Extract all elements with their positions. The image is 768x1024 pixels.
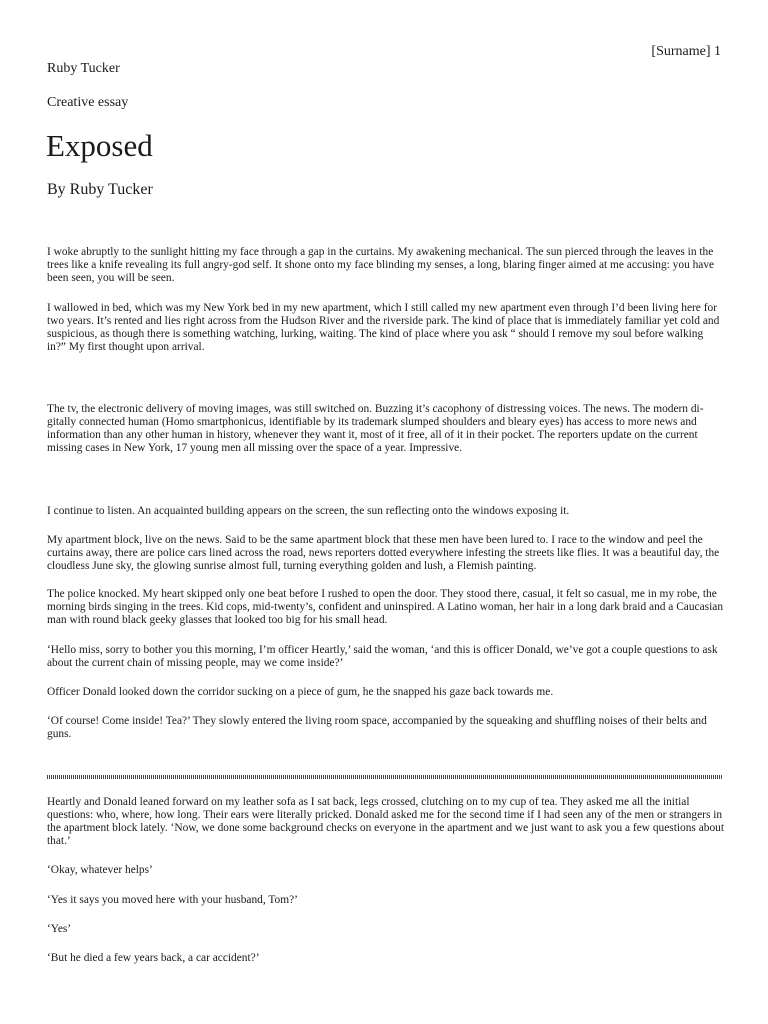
paragraph: ‘Hello miss, sorry to bother you this morning, I’m officer Heartly,’ said the woman, ‘and this is officer Donald, we’ve got a couple questions to ask about the current chain of missing people, may we come inside?’: [47, 644, 718, 669]
essay-title: Exposed: [46, 128, 153, 163]
paragraph: I continue to listen. An acquainted building appears on the screen, the sun reflecting onto the windows exposing it.: [47, 505, 570, 517]
paragraph: I wallowed in bed, which was my New York bed in my new apartment, which I still called my new apartment even through I’d been living here for two years. It’s rented and lies right across from the Hudson River and the riverside park. The kind of place that is immediately familiar yet cold and suspicious, as though there is something watching, lurking, waiting. The kind of place where you ask “ should I remove my soul before walking in?” My first thought upon arrival.: [47, 302, 720, 353]
paragraph: The tv, the electronic delivery of moving images, was still switched on. Buzzing it’s cacophony of distressing voices. The news. The modern di-gitally connected human (Homo smartphonicus, identifiable by its trademark slumped shoulders and bleary eyes) has access to more news and information than any other human in history, whenever they want it, most of it free, all of it in their pocket. The reporters update on the current missing cases in New York, 17 young men all missing over the space of a year. Impressive.: [47, 403, 704, 454]
paragraph: ‘Yes it says you moved here with your husband, Tom?’: [47, 894, 298, 906]
document-type: Creative essay: [47, 95, 129, 110]
paragraph: ‘Okay, whatever helps’: [47, 864, 153, 876]
paragraph: Heartly and Donald leaned forward on my leather sofa as I sat back, legs crossed, clutching on to my cup of tea. They asked me all the initial questions: who, where, how long. Their ears were literally pricked. Donald asked me for the second time if I had seen any of the men or strangers in the apartment block lately. ‘Now, we done some background checks on everyone in the apartment and we just want to ask you a few questions about that.’: [47, 796, 725, 847]
paragraph: Officer Donald looked down the corridor sucking on a piece of gum, he the snapped his gaze back towards me.: [47, 686, 554, 698]
section-divider: [47, 775, 722, 779]
author-name: Ruby Tucker: [47, 61, 120, 76]
paragraph: I woke abruptly to the sunlight hitting my face through a gap in the curtains. My awakening mechanical. The sun pierced through the leaves in the trees like a knife revealing its full angry-god self. It shone onto my face blinding my senses, a long, blaring finger aimed at me accusing: you have been seen, you will be seen.: [47, 246, 715, 284]
paragraph: The police knocked. My heart skipped only one beat before I rushed to open the door. They stood there, casual, it felt so casual, me in my robe, the morning birds singing in the trees. Kid cops, mid-twenty’s, confident and uninspired. A Latino woman, her hair in a long dark braid and a Caucasian man with round black geeky glasses that looked too big for his small head.: [47, 588, 724, 626]
byline: By Ruby Tucker: [47, 181, 153, 198]
paragraph: ‘Yes’: [47, 923, 72, 935]
paragraph: ‘Of course! Come inside! Tea?’ They slowly entered the living room space, accompanied by the squeaking and shuffling noises of their belts and guns.: [47, 715, 707, 740]
paragraph: My apartment block, live on the news. Said to be the same apartment block that these men have been lured to. I race to the window and peel the curtains away, there are police cars lined across the road, news reporters dotted everywhere infesting the streets like flies. It was a beautiful day, the cloudless June sky, the glowing sunrise almost full, turning everything golden and lush, a Flemish painting.: [47, 534, 720, 572]
page-number-header: [Surname] 1: [651, 44, 721, 59]
paragraph: ‘But he died a few years back, a car accident?’: [47, 952, 260, 964]
